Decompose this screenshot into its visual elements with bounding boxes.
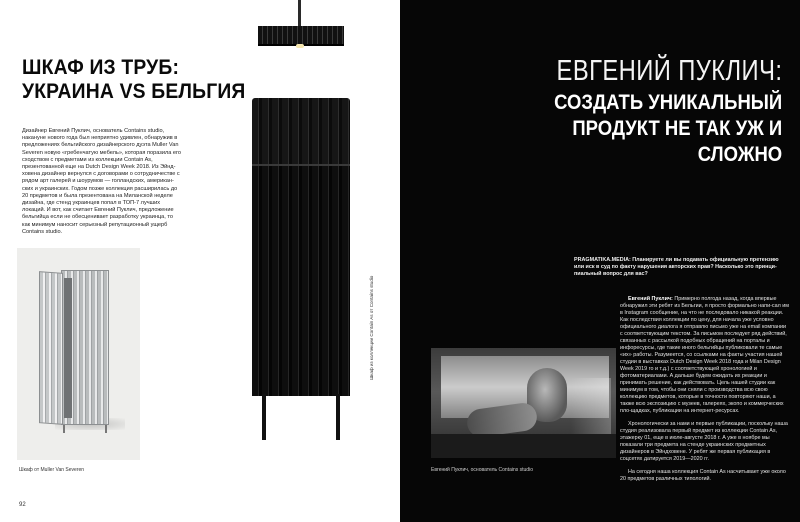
answer-paragraph-1 bbox=[620, 296, 790, 415]
title-quote-line-1: СОЗДАТЬ УНИКАЛЬНЫЙ bbox=[553, 91, 782, 114]
title-quote-line-2: ПРОДУКТ НЕ ТАК УЖ И bbox=[572, 117, 782, 140]
muller-cabinet-photo bbox=[17, 248, 140, 460]
right-page bbox=[400, 0, 800, 522]
interview-question: PRAGMATIKA.MEDIA: Планируете ли вы подавать официальную претензию или иск в суд по факту нарушения авторских прав? Насколько это принци-пиальный вопрос для вас? bbox=[574, 257, 779, 277]
left-photo-caption: Шкаф от Muller Van Severen bbox=[19, 467, 85, 473]
black-cabinet-top bbox=[252, 98, 350, 166]
cabinet-interior bbox=[64, 278, 72, 418]
black-cabinet-bottom bbox=[252, 166, 350, 396]
portrait-desk bbox=[431, 434, 616, 458]
left-headline bbox=[22, 56, 246, 104]
black-cabinet-photo bbox=[252, 98, 350, 440]
lamp-light bbox=[296, 44, 304, 48]
left-headline-line-2: УКРАИНА VS БЕЛЬГИЯ bbox=[22, 80, 246, 103]
pendant-lamp bbox=[258, 26, 344, 46]
vertical-photo-caption: Шкаф из коллекции Contain As от Contains studio bbox=[369, 275, 374, 380]
interview-title-quote bbox=[554, 90, 782, 168]
answer-text-1: Примерно полгода назад, когда впервые обнаружил эти ребят из Бельгии, я просто формально напи-сал им в Instagram сообщение, на что не последовало никакой реакции. Как последствия коллекции по цену, для начала уже условно официального диалога я отправлю письмо уже на email компании с соответствующим текстом. За письмом последует ряд действий, связанных с рассылкой подобных обращений на порталы и инфоресурсы, где такие иного бельгийцы публиковали те самые «их» работы. Разумеется, со ссылками на факты участия нашей студии в выставках Dutch Design Week 2018 года и Milan Design Week 2019 го и т.д.) с соответствующей хронологией и фотоматериалами. А дальше будем ожидать их реакции и принимать решение, как действовать. Цель нашей студии как минимум в том, чтобы они сняли с производства всю свою коллекцию предметов, которые в точности повторяют наши, а также всю экспозицию с музеев, галереях, экопо и коммерческих пло-щадках, публикации на интернет-ресурсах. bbox=[620, 296, 789, 414]
interview-answer bbox=[620, 296, 790, 489]
page-number: 92 bbox=[19, 502, 26, 508]
cabinet-legs bbox=[63, 425, 107, 433]
answer-paragraph-2: Хронологически за нами и первые публикации, поскольку наша студия реализовала первый предмет из коллекции Contain As, этажерку 01, еще в июле-августе 2018 г. А уже в ноябре мы показали три предмета на стенде украинских предметных дизайнеров в Эйндховене. У ребят же первая публикация в соцсетях датируется 2019—2020 гг. bbox=[620, 421, 788, 462]
intro-paragraph: Дизайнер Евгений Пуклич, основатель Contains studio, накануне нового года был неприятно удивлен, обнаружив в предложениях бельгийского дизайнерского дуэта Muller Van Severen новую «гребенчатую мебель», которая поразила его сходством с предметами из коллекции Contain As, презентованной еще на Dutch Design Week 2018. Из Эйнд-ховена дизайнер вернулся с договорами о сотрудничестве с рядом арт галерей и шоурумов — голландских, американ-ских и украинских. Годом позже коллекция расширилась до 20 предметов и была презентована на Миланской неделе дизайна, где стенд украинцев попал в ТОП-7 лучших локаций. И вот, как считает Евгений Пуклич, предложение бельгийца если не обесценивает разработку украинца, то как минимум наносит серьезный репутационный ущерб Contains studio. bbox=[22, 128, 182, 235]
black-cabinet-leg bbox=[336, 394, 340, 440]
cabinet-open-door bbox=[39, 271, 63, 425]
lamp-rod bbox=[298, 0, 301, 28]
designer-portrait-photo bbox=[431, 348, 616, 458]
answer-speaker: Евгений Пуклич: bbox=[628, 296, 673, 302]
black-cabinet-leg bbox=[262, 394, 266, 440]
answer-paragraph-3: На сегодня наша коллекция Contain As насчитывает уже около 20 предметов различных типологий. bbox=[620, 469, 786, 482]
portrait-caption: Евгений Пуклич, основатель Contains studio bbox=[431, 467, 533, 473]
left-headline-line-1: ШКАФ ИЗ ТРУБ: bbox=[22, 56, 180, 79]
interview-title-name: ЕВГЕНИЙ ПУКЛИЧ: bbox=[556, 55, 782, 87]
title-quote-line-3: СЛОЖНО bbox=[697, 143, 782, 166]
portrait-glare bbox=[571, 378, 611, 438]
